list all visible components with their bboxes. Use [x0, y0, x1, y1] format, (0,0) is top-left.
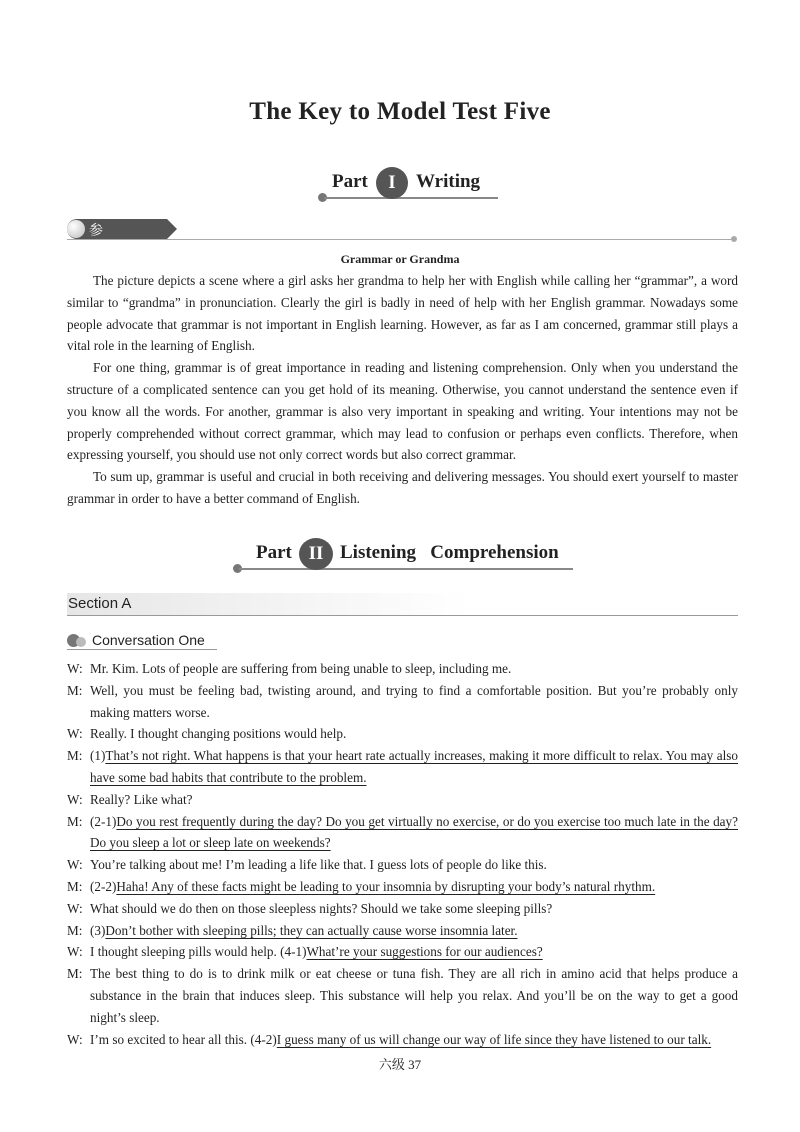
banner-rule: [67, 239, 733, 240]
speaker-label: M:: [67, 878, 83, 894]
dialog-turn: [67, 941, 738, 963]
conversation-rule: [67, 649, 217, 650]
dialog-transcript: [67, 658, 738, 1050]
speaker-label: M:: [67, 966, 83, 982]
dialog-text: I thought sleeping pills would help.: [90, 944, 281, 960]
section-a-label: Section A: [68, 595, 132, 612]
dialog-turn: [67, 745, 738, 789]
page-footer: 六级 37: [378, 1057, 422, 1072]
dialog-text: Well, you must be feeling bad, twisting around, and trying to find a comfortable position. But you’re probably only making matters worse.: [90, 682, 738, 720]
question-marker: (2-1): [90, 813, 117, 829]
dialog-text: Mr. Kim. Lots of people are suffering from being unable to sleep, including me.: [90, 661, 512, 676]
question-marker: (1): [90, 748, 106, 764]
part-numeral-badge: II: [299, 538, 333, 570]
balls-icon: [67, 634, 89, 648]
speaker-label: M:: [67, 682, 83, 698]
dialog-turn: [67, 1029, 738, 1051]
dialog-text: The best thing to do is to drink milk or eat cheese or tuna fish. They are all rich in amino acid that helps produce a substance in the brain that induces sleep. This substance will help you relax. And you’ll be on the way to get a good night’s sleep.: [90, 966, 738, 1025]
speaker-label: M:: [67, 922, 83, 938]
page-title: The Key to Model Test Five: [249, 98, 551, 125]
speaker-label: W:: [67, 791, 83, 807]
rule-end-dot-icon: [731, 236, 737, 242]
speaker-label: W:: [67, 857, 83, 873]
dialog-text: You’re talking about me! I’m leading a life like that. I guess lots of people do like this.: [90, 857, 547, 873]
essay-title: Grammar or Grandma: [340, 252, 460, 266]
part-two-heading: [233, 538, 573, 574]
dialog-turn: [67, 723, 738, 745]
part-numeral-badge: I: [376, 167, 408, 199]
speaker-label: W:: [67, 726, 83, 742]
speaker-label: W:: [67, 944, 83, 960]
dialog-turn: [67, 811, 738, 855]
banner-label: 参考范文: [89, 223, 103, 299]
essay-body: [67, 270, 738, 510]
answer-text: Do you rest frequently during the day? Do you get virtually no exercise, or do you exercise too much late in the day? Do you sleep a lot or sleep late on weekends?: [90, 813, 738, 851]
question-marker: (4-1): [280, 944, 307, 960]
speaker-label: W:: [67, 1031, 83, 1047]
part-name: Writing: [416, 171, 481, 192]
dialog-turn: [67, 854, 738, 876]
question-marker: (2-2): [90, 878, 117, 894]
part-one-heading: [318, 167, 498, 203]
conversation-label: Conversation One: [92, 632, 205, 648]
speaker-label: W:: [67, 661, 83, 676]
dialog-text: Really? Like what?: [90, 791, 193, 807]
dialog-turn: [67, 680, 738, 724]
answer-text: Haha! Any of these facts might be leading to your insomnia by disrupting your body’s natural rhythm.: [116, 878, 656, 894]
speaker-label: W:: [67, 900, 83, 916]
dialog-text: What should we do then on those sleepless nights? Should we take some sleeping pills?: [90, 900, 553, 916]
dialog-turn: [67, 898, 738, 920]
dialog-turn: [67, 920, 738, 942]
answer-text: What’re your suggestions for our audiences?: [306, 944, 543, 960]
essay-paragraph: The picture depicts a scene where a girl asks her grandma to help her with English while calling her “grammar”, a word similar to “grandma” in pronunciation. Clearly the girl is badly in need of help with her English grammar. Nowadays some people advocate that grammar is not important in English learning. However, as far as I am concerned, grammar still plays a vital role in the learning of English.: [67, 273, 738, 354]
answer-text: That’s not right. What happens is that your heart rate actually increases, making it more difficult to relax. You may also have some bad habits that contribute to the problem.: [90, 748, 738, 785]
part-label: Part: [256, 542, 292, 563]
ball-icon: [67, 220, 85, 238]
ball-light: [76, 637, 86, 647]
question-marker: (3): [90, 922, 106, 938]
dialog-turn: [67, 658, 738, 680]
essay-paragraph: For one thing, grammar is of great importance in reading and listening comprehension. Only when you understand the structure of a complicated sentence can you get hold of its meaning. Otherwise, you cannot understand the sentence even if you know all the words. For another, grammar is also very important in speaking and writing. Your intentions may not be properly comprehended without correct grammar, which may lead to confusion or perhaps even conflicts. Therefore, when expressing yourself, you should use not only correct words but also correct grammar.: [67, 360, 738, 463]
essay-paragraph: To sum up, grammar is useful and crucial in both receiving and delivering messages. You should exert yourself to master grammar in order to have a better command of English.: [67, 469, 738, 506]
answer-text: Don’t bother with sleeping pills; they can actually cause worse insomnia later.: [105, 922, 518, 938]
speaker-label: M:: [67, 748, 83, 764]
part-label: Part: [332, 171, 368, 192]
heading-underline: [324, 197, 498, 199]
part-name: Listening Comprehension: [340, 542, 559, 563]
dialog-turn: [67, 789, 738, 811]
answer-text: I guess many of us will change our way of life since they have listened to our talk.: [276, 1031, 712, 1047]
question-marker: (4-2): [250, 1031, 277, 1047]
dialog-text: I’m so excited to hear all this.: [90, 1031, 251, 1047]
dialog-turn: [67, 876, 738, 898]
heading-underline: [239, 568, 573, 570]
section-a-bar: [67, 593, 738, 616]
dialog-text: Really. I thought changing positions would help.: [90, 726, 347, 742]
speaker-label: M:: [67, 813, 83, 829]
dialog-turn: [67, 963, 738, 1028]
